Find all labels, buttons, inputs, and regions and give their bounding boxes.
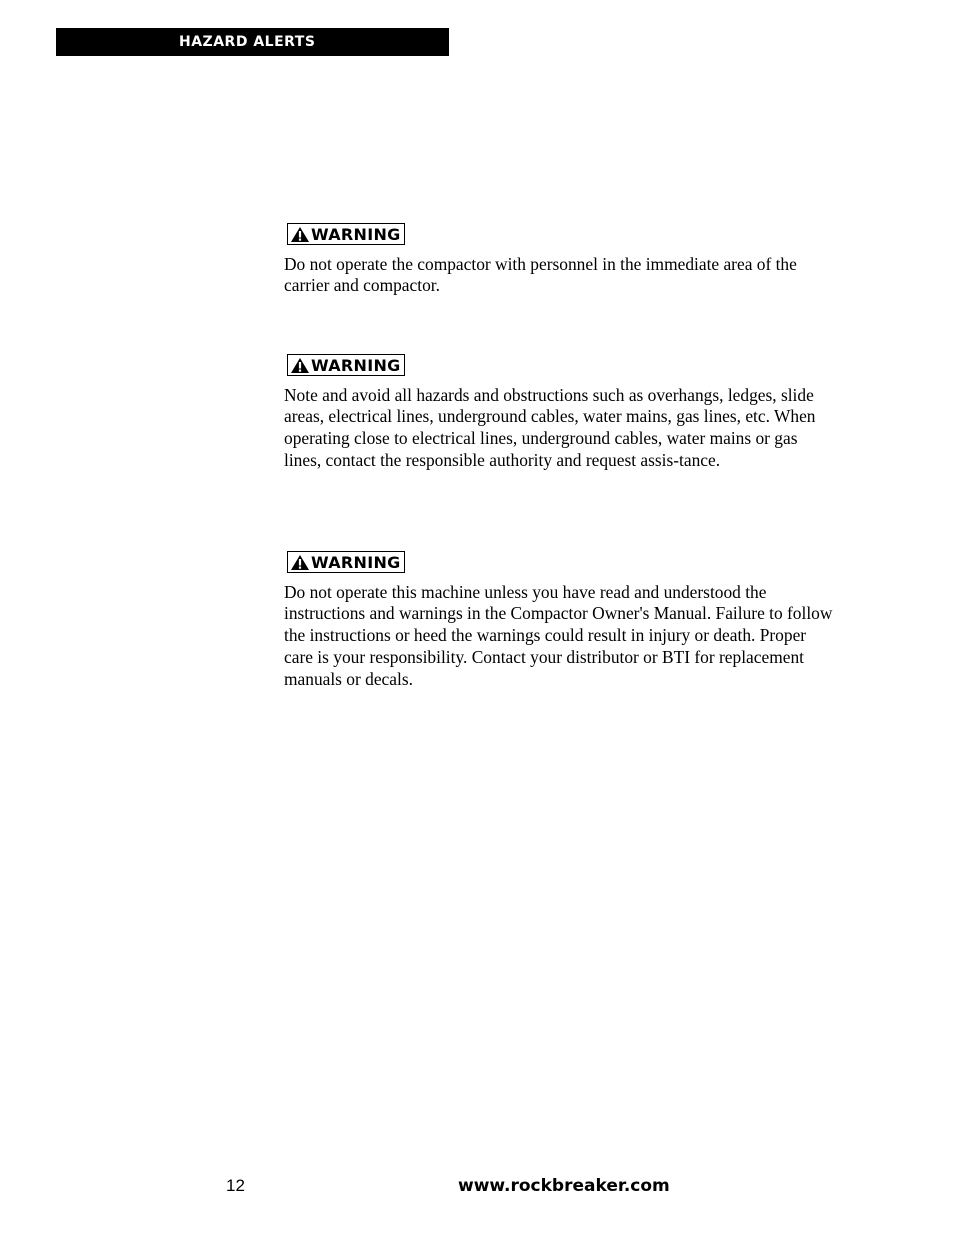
warning-label-text: WARNING <box>311 355 401 375</box>
warning-block <box>284 354 834 472</box>
warning-block <box>284 551 834 691</box>
warning-block <box>284 223 834 297</box>
footer-website-link[interactable]: www.rockbreaker.com <box>458 1176 670 1196</box>
section-header-banner <box>56 28 449 56</box>
warning-label <box>287 354 405 376</box>
section-title: HAZARD ALERTS <box>179 34 316 50</box>
alert-triangle-icon <box>290 357 310 374</box>
warning-text: Do not operate this machine unless you have read and understood the instructions and warnings in the Compactor Owner's Manual. Failure to follow the instructions or heed the warnings could result in injury or death. Proper care is your responsibility. Contact your distributor or BTI for replacement manuals or decals. <box>284 581 833 690</box>
warning-text: Note and avoid all hazards and obstructions such as overhangs, ledges, slide areas, electrical lines, underground cables, water mains, gas lines, etc. When operating close to electrical lines, underground cables, water mains or gas lines, contact the responsible authority and request assis-tance. <box>284 384 816 471</box>
page-number: 12 <box>226 1176 245 1195</box>
alert-triangle-icon <box>290 226 310 243</box>
warning-label <box>287 223 405 245</box>
warning-label <box>287 551 405 573</box>
warning-label-text: WARNING <box>311 224 401 244</box>
warning-text: Do not operate the compactor with personnel in the immediate area of the carrier and compactor. <box>284 253 797 296</box>
warning-label-text: WARNING <box>311 552 401 572</box>
alert-triangle-icon <box>290 554 310 571</box>
